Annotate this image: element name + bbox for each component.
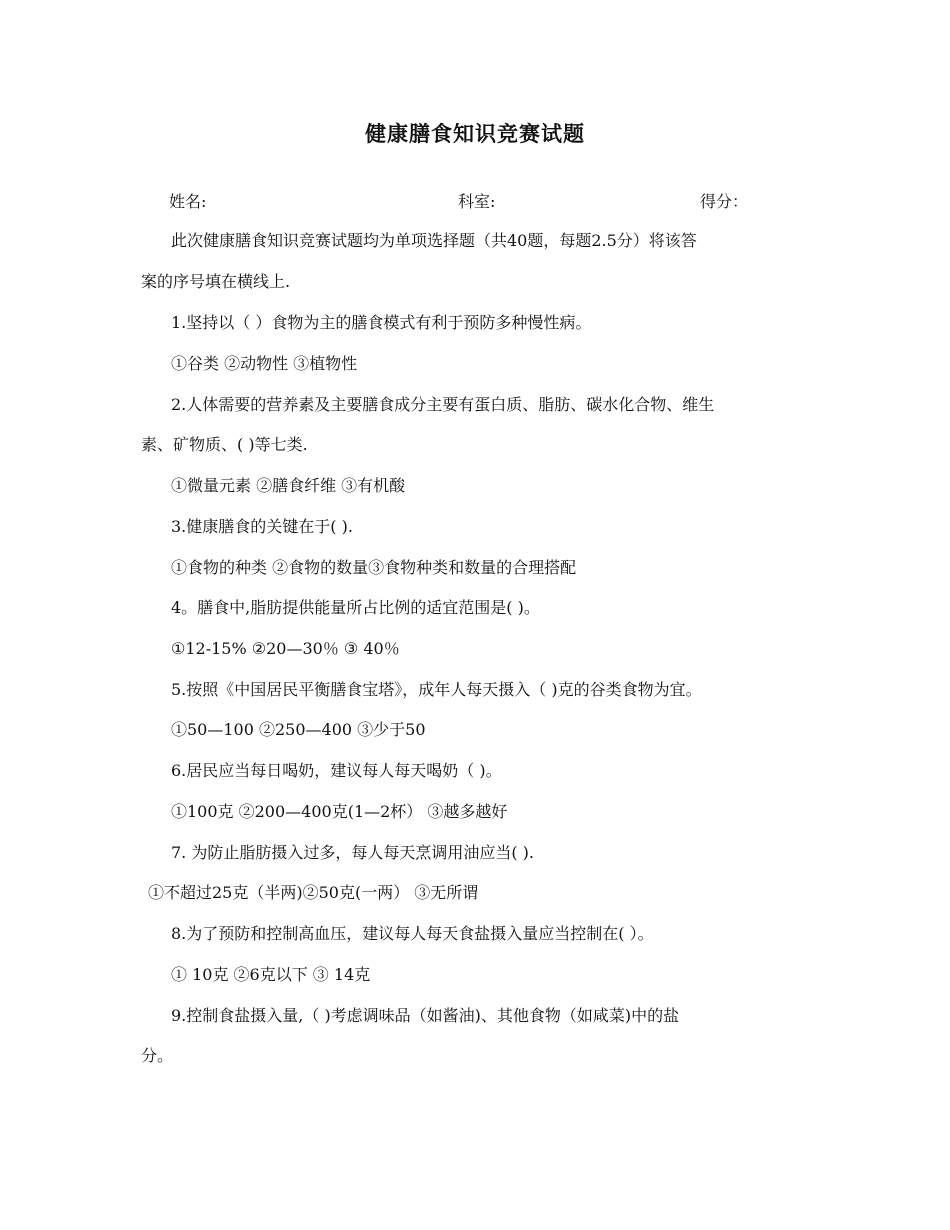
header-info-row [0,189,950,213]
score-label: 得分： [700,192,749,211]
question-1: 1.坚持以（ ）食物为主的膳食模式有利于预防多种慢性病。 [171,313,592,332]
question-4: 4。膳食中,脂肪提供能量所占比例的适宜范围是( )。 [171,598,540,617]
question-2-options: ①微量元素 ②膳食纤维 ③有机酸 [171,476,406,495]
question-3: 3.健康膳食的关键在于( ). [171,517,353,536]
dept-label: 科室: [458,192,496,211]
question-2-continued: 素、矿物质、( )等七类. [141,435,308,454]
question-6: 6.居民应当每日喝奶，建议每人每天喝奶（ )。 [171,761,502,780]
question-7-options: ①不超过25克（半两)②50克(一两） ③无所谓 [148,883,479,902]
question-3-options: ①食物的种类 ②食物的数量③食物种类和数量的合理搭配 [171,558,577,577]
question-5-options: ①50—100 ②250—400 ③少于50 [171,720,426,739]
question-9: 9.控制食盐摄入量,（ )考虑调味品（如酱油)、其他食物（如咸菜)中的盐 [171,1006,680,1025]
question-8-options: ① 10克 ②6克以下 ③ 14克 [171,965,371,984]
question-9-continued: 分。 [141,1046,174,1065]
question-6-options: ①100克 ②200—400克(1—2杯） ③越多越好 [171,802,508,821]
question-5: 5.按照《中国居民平衡膳食宝塔》，成年人每天摄入（ )克的谷类食物为宜。 [171,680,702,699]
question-1-options: ①谷类 ②动物性 ③植物性 [171,354,358,373]
page-title: 健康膳食知识竞赛试题 [365,121,585,146]
question-4-options: ①12-15% ②20—30％ ③ 40％ [171,639,400,658]
question-8: 8.为了预防和控制高血压，建议每人每天食盐摄入量应当控制在( ）。 [171,924,654,943]
name-label: 姓名: [169,192,207,211]
intro-line-2: 案的序号填在横线上. [141,272,291,291]
question-7: 7. 为防止脂肪摄入过多，每人每天烹调用油应当( ). [171,843,535,862]
intro-line-1: 此次健康膳食知识竞赛试题均为单项选择题（共40题，每题2.5分）将该答 [171,231,697,250]
question-2: 2.人体需要的营养素及主要膳食成分主要有蛋白质、脂肪、碳水化合物、维生 [171,395,715,414]
